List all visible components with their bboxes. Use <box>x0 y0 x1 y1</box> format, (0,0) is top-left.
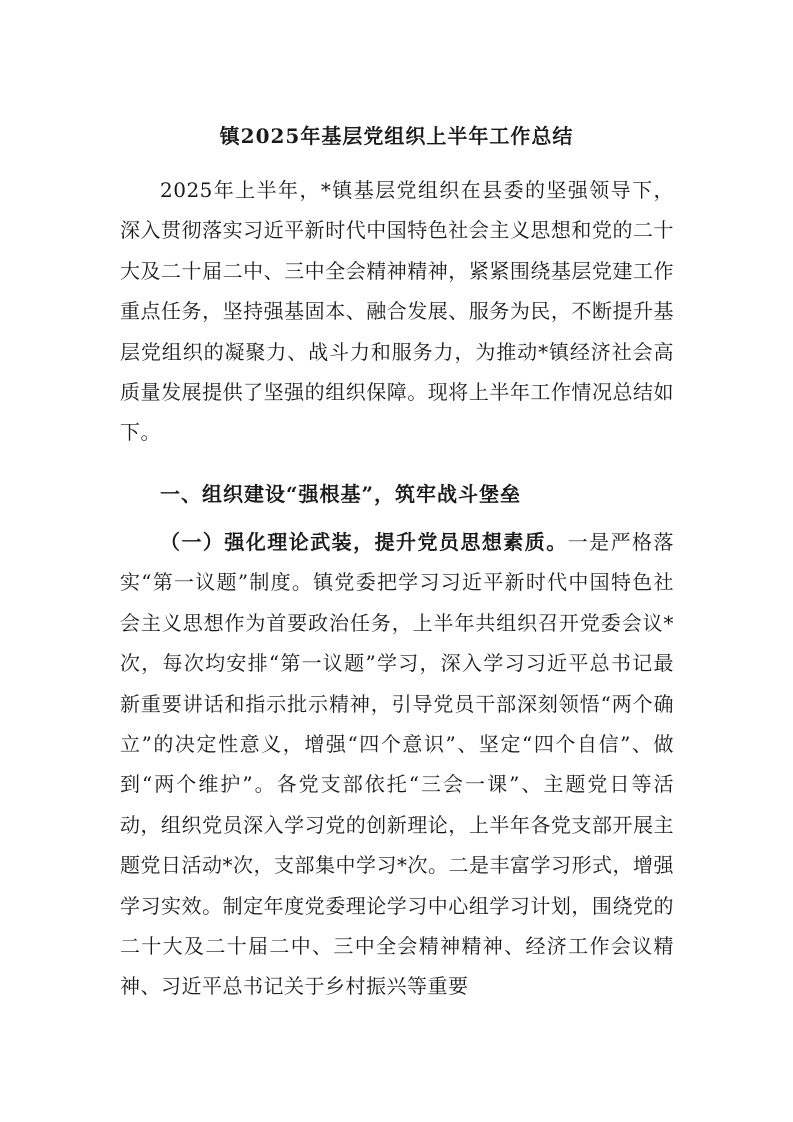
document-title: 镇2025年基层党组织上半年工作总结 <box>219 124 574 148</box>
section-paragraph <box>120 522 674 1007</box>
sub-heading: （一）强化理论武装，提升党员思想素质。 <box>160 530 568 554</box>
sub-heading-body: 一是严格落实“第一议题”制度。镇党委把学习习近平新时代中国特色社会主义思想作为首要政治任务，上半年共组织召开党委会议*次，每次均安排“第一议题”学习，深入学习习近平总书记最新重要讲话和指示批示精神，引导党员干部深刻领悟“两个确立”的决定性意义，增强“四个意识”、坚定“四个自信”、做到“两个维护”。各党支部依托“三会一课”、主题党日等活动，组织党员深入学习党的创新理论，上半年各党支部开展主题党日活动*次，支部集中学习*次。二是丰富学习形式，增强学习实效。制定年度党委理论学习中心组学习计划，围绕党的二十大及二十届二中、三中全会精神精神、经济工作会议精神、习近平总书记关于乡村振兴等重要 <box>120 530 675 999</box>
intro-paragraph: 2025年上半年，*镇基层党组织在县委的坚强领导下，深入贯彻落实习近平新时代中国特色社会主义思想和党的二十大及二十届二中、三中全会精神精神，紧紧围绕基层党建工作重点任务，坚持强基固本、融合发展、服务为民，不断提升基层党组织的凝聚力、战斗力和服务力，为推动*镇经济社会高质量发展提供了坚强的组织保障。现将上半年工作情况总结如下。 <box>120 178 674 445</box>
section-heading: 一、组织建设“强根基”，筑牢战斗堡垒 <box>160 482 522 506</box>
